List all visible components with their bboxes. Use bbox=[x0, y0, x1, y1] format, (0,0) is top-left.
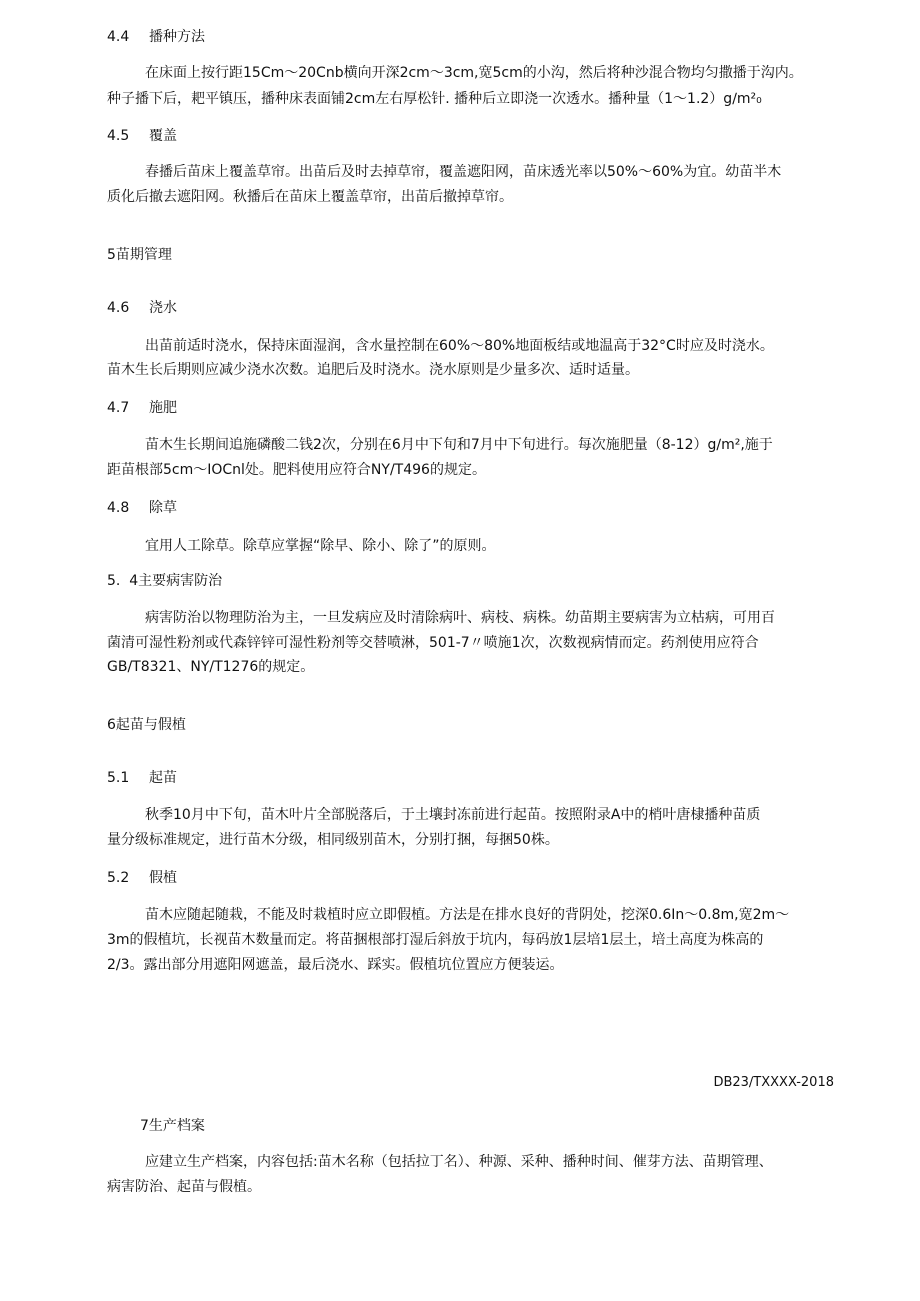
paragraph-heeling-line-3: 2/3。露出部分用遮阳网遮盖，最后浇水、踩实。假植坑位置应方便装运。 bbox=[107, 957, 564, 973]
paragraph-water-line-2: 苗木生长后期则应减少浇水次数。追肥后及时浇水。浇水原则是少量多次、适时适量。 bbox=[107, 362, 639, 378]
paragraph-records-line-2: 病害防治、起苗与假植。 bbox=[107, 1179, 261, 1195]
paragraph-fertilize-line-2: 距苗根部5cm～IOCnl处。肥料使用应符合NY/T496的规定。 bbox=[107, 462, 486, 478]
section-4-6-number: 4.6 bbox=[107, 300, 130, 316]
section-4-5-title: 覆盖 bbox=[149, 128, 177, 144]
chapter-5-4-heading: 5. 4主要病害防治 bbox=[107, 573, 223, 589]
section-4-4-title: 播种方法 bbox=[149, 29, 205, 45]
section-4-8-number: 4.8 bbox=[107, 500, 130, 516]
paragraph-sowing-line-2: 种子播下后，耙平镇压，播种床表面铺2cm左右厚松针. 播种后立即浇一次透水。播种量（1～1.2）g∕m²₀ bbox=[107, 91, 762, 107]
section-5-2-title: 假植 bbox=[149, 870, 177, 886]
paragraph-lifting-line-2: 量分级标准规定，进行苗木分级，相同级别苗木，分别打捆，每捆50株。 bbox=[107, 832, 559, 848]
paragraph-disease-line-2: 菌清可湿性粉剂或代森锌锌可湿性粉剂等交替喷淋，501-7〃喷施1次，次数视病情而定。药剂使用应符合 bbox=[107, 635, 759, 651]
paragraph-heeling-line-1: 苗木应随起随栽，不能及时栽植时应立即假植。方法是在排水良好的背阴处，挖深0.6In～0.8m,宽2m～ bbox=[145, 907, 790, 923]
section-5-2-number: 5.2 bbox=[107, 870, 130, 886]
section-4-5-number: 4.5 bbox=[107, 128, 130, 144]
chapter-5-heading: 5苗期管理 bbox=[107, 247, 172, 263]
paragraph-sowing-line-1: 在床面上按行距15Cm～20Cnb横向开深2cm～3cm,宽5cm的小沟，然后将种沙混合物均匀撒播于沟内。 bbox=[145, 65, 803, 81]
paragraph-fertilize-line-1: 苗木生长期间追施磷酸二钱2次，分别在6月中下旬和7月中下旬进行。每次施肥量（8-12）g∕m²,施于 bbox=[145, 437, 773, 453]
paragraph-weed-line-1: 宜用人工除草。除草应掌握“除早、除小、除了”的原则。 bbox=[145, 538, 496, 554]
section-4-7-number: 4.7 bbox=[107, 400, 130, 416]
section-4-4-number: 4.4 bbox=[107, 29, 130, 45]
section-4-6-title: 浇水 bbox=[149, 300, 177, 316]
chapter-6-heading: 6起苗与假植 bbox=[107, 717, 186, 733]
section-4-8-title: 除草 bbox=[149, 500, 177, 516]
document-code: DB23∕TXXXX-2018 bbox=[713, 1075, 834, 1090]
section-5-1-number: 5.1 bbox=[107, 770, 130, 786]
paragraph-records-line-1: 应建立生产档案，内容包括:苗木名称（包括拉丁名）、种源、采种、播种时间、催芽方法、苗期管理、 bbox=[145, 1154, 773, 1170]
paragraph-cover-line-2: 质化后撤去遮阳网。秋播后在苗床上覆盖草帘，出苗后撤掉草帘。 bbox=[107, 189, 513, 205]
section-4-7-title: 施肥 bbox=[149, 400, 177, 416]
paragraph-heeling-line-2: 3m的假植坑，长视苗木数量而定。将苗捆根部打湿后斜放于坑内，每码放1层培1层土，培土高度为株高的 bbox=[107, 932, 764, 948]
section-5-1-title: 起苗 bbox=[149, 770, 177, 786]
paragraph-lifting-line-1: 秋季10月中下旬，苗木叶片全部脱落后，于土壤封冻前进行起苗。按照附录A中的梢叶唐棣播种苗质 bbox=[145, 807, 761, 823]
paragraph-disease-line-1: 病害防治以物理防治为主，一旦发病应及时清除病叶、病枝、病株。幼苗期主要病害为立枯病，可用百 bbox=[145, 610, 775, 626]
chapter-7-heading: 7生产档案 bbox=[140, 1118, 205, 1134]
paragraph-disease-line-3: GB/T8321、NY/T1276的规定。 bbox=[107, 659, 315, 675]
paragraph-water-line-1: 出苗前适时浇水，保持床面湿润，含水量控制在60%～80%地面板结或地温高于32°C时应及时浇水。 bbox=[145, 338, 774, 354]
paragraph-cover-line-1: 春播后苗床上覆盖草帘。出苗后及时去掉草帘，覆盖遮阳网，苗床透光率以50%～60%为宜。幼苗半木 bbox=[145, 164, 782, 180]
